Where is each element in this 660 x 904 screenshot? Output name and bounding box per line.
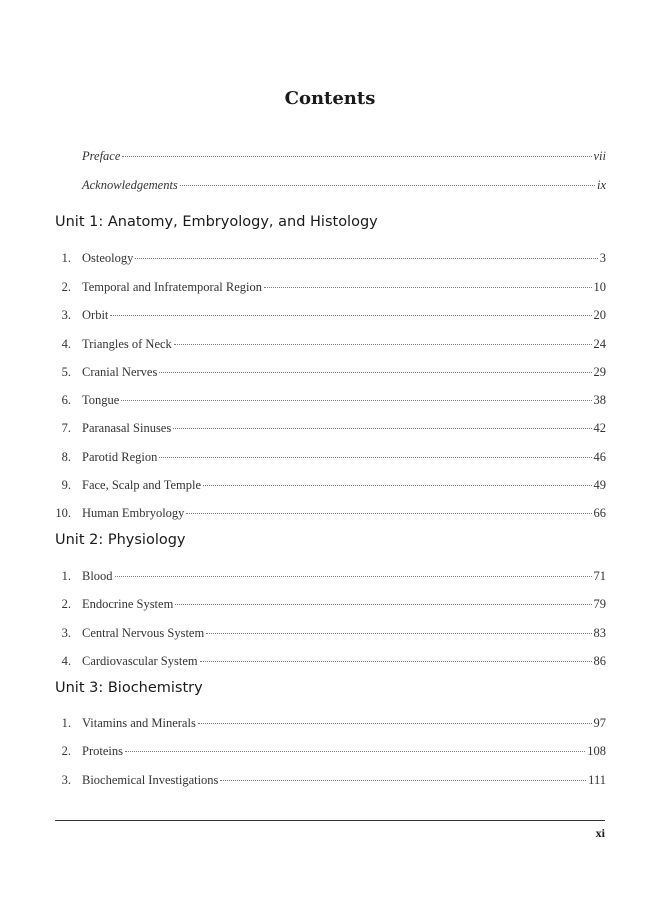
toc-entry-label: Endocrine System (82, 597, 174, 611)
toc-entry-label: Acknowledgements (82, 178, 178, 192)
toc-entry-number: 2. (61, 744, 71, 758)
page-title: Contents (284, 88, 376, 109)
toc-entry[interactable] (55, 503, 606, 523)
toc-entry[interactable] (55, 334, 606, 354)
toc-entry-label: Preface (82, 149, 121, 163)
dot-leader (122, 156, 591, 157)
dot-leader (121, 400, 591, 401)
toc-entry-page: 86 (593, 654, 606, 668)
toc-entry-number: 1. (61, 569, 71, 583)
toc-entry-number: 8. (61, 450, 71, 464)
toc-entry-number: 5. (61, 365, 71, 379)
toc-entry-label: Human Embryology (82, 506, 185, 520)
toc-entry[interactable] (55, 277, 606, 297)
toc-entry-acknowledgements[interactable] (82, 175, 606, 195)
toc-entry[interactable] (55, 741, 606, 761)
toc-entry-label: Tongue (82, 393, 120, 407)
toc-entry-label: Triangles of Neck (82, 337, 172, 351)
dot-leader (125, 751, 585, 752)
toc-entry[interactable] (55, 713, 606, 733)
toc-entry-label: Biochemical Investigations (82, 773, 219, 787)
toc-entry[interactable] (55, 651, 606, 671)
dot-leader (135, 258, 597, 259)
page-number: xi (595, 826, 605, 840)
dot-leader (264, 287, 592, 288)
toc-entry[interactable] (55, 248, 606, 268)
toc-entry-page: 71 (593, 569, 606, 583)
toc-entry[interactable] (55, 770, 606, 790)
toc-entry-label: Orbit (82, 308, 109, 322)
toc-entry-page: 24 (593, 337, 606, 351)
dot-leader (115, 576, 592, 577)
toc-entry-number: 10. (55, 506, 71, 520)
toc-entry[interactable] (55, 418, 606, 438)
toc-entry[interactable] (55, 305, 606, 325)
unit-heading: Unit 3: Biochemistry (55, 680, 203, 696)
toc-entry-page: 83 (593, 626, 606, 640)
toc-entry-page: 97 (593, 716, 606, 730)
toc-entry[interactable] (55, 362, 606, 382)
dot-leader (173, 428, 591, 429)
toc-entry-page: 108 (587, 744, 606, 758)
dot-leader (180, 185, 595, 186)
dot-leader (203, 485, 592, 486)
toc-entry-label: Paranasal Sinuses (82, 421, 172, 435)
unit-heading: Unit 1: Anatomy, Embryology, and Histology (55, 214, 378, 230)
toc-entry[interactable] (55, 475, 606, 495)
toc-entry-label: Face, Scalp and Temple (82, 478, 201, 492)
toc-entry-page: vii (593, 149, 606, 163)
toc-entry-page: 20 (593, 308, 606, 322)
toc-entry-page: 111 (588, 773, 606, 787)
toc-entry-page: 49 (593, 478, 606, 492)
toc-entry-label: Parotid Region (82, 450, 158, 464)
dot-leader (159, 372, 591, 373)
toc-entry-label: Cardiovascular System (82, 654, 198, 668)
dot-leader (186, 513, 591, 514)
toc-entry-number: 6. (61, 393, 71, 407)
toc-entry[interactable] (55, 390, 606, 410)
footer-rule (55, 820, 605, 821)
toc-entry-page: 66 (593, 506, 606, 520)
toc-entry[interactable] (55, 447, 606, 467)
toc-entry[interactable] (55, 623, 606, 643)
toc-entry-number: 3. (61, 626, 71, 640)
toc-entry-label: Central Nervous System (82, 626, 205, 640)
toc-entry-number: 9. (61, 478, 71, 492)
toc-entry-label: Vitamins and Minerals (82, 716, 196, 730)
dot-leader (174, 344, 592, 345)
toc-entry-label: Cranial Nerves (82, 365, 158, 379)
toc-entry-number: 2. (61, 280, 71, 294)
toc-entry-label: Temporal and Infratemporal Region (82, 280, 262, 294)
dot-leader (200, 661, 592, 662)
toc-entry-number: 3. (61, 308, 71, 322)
toc-entry-number: 3. (61, 773, 71, 787)
dot-leader (206, 633, 591, 634)
toc-entry[interactable] (55, 566, 606, 586)
toc-entry-page: 10 (593, 280, 606, 294)
toc-entry-preface[interactable] (82, 146, 606, 166)
toc-entry-page: 3 (599, 251, 606, 265)
dot-leader (198, 723, 592, 724)
dot-leader (175, 604, 591, 605)
toc-entry-number: 2. (61, 597, 71, 611)
toc-entry-label: Osteology (82, 251, 134, 265)
toc-entry-number: 4. (61, 654, 71, 668)
toc-entry-label: Proteins (82, 744, 123, 758)
toc-entry-label: Blood (82, 569, 113, 583)
toc-entry-page: ix (596, 178, 606, 192)
toc-entry-number: 4. (61, 337, 71, 351)
dot-leader (159, 457, 591, 458)
dot-leader (220, 780, 586, 781)
toc-entry-number: 7. (61, 421, 71, 435)
toc-entry-page: 46 (593, 450, 606, 464)
toc-entry-page: 38 (593, 393, 606, 407)
toc-entry-number: 1. (61, 251, 71, 265)
toc-entry-page: 29 (593, 365, 606, 379)
toc-entry-number: 1. (61, 716, 71, 730)
unit-heading: Unit 2: Physiology (55, 532, 186, 548)
toc-entry-page: 79 (593, 597, 606, 611)
toc-entry-page: 42 (593, 421, 606, 435)
dot-leader (110, 315, 591, 316)
toc-entry[interactable] (55, 594, 606, 614)
